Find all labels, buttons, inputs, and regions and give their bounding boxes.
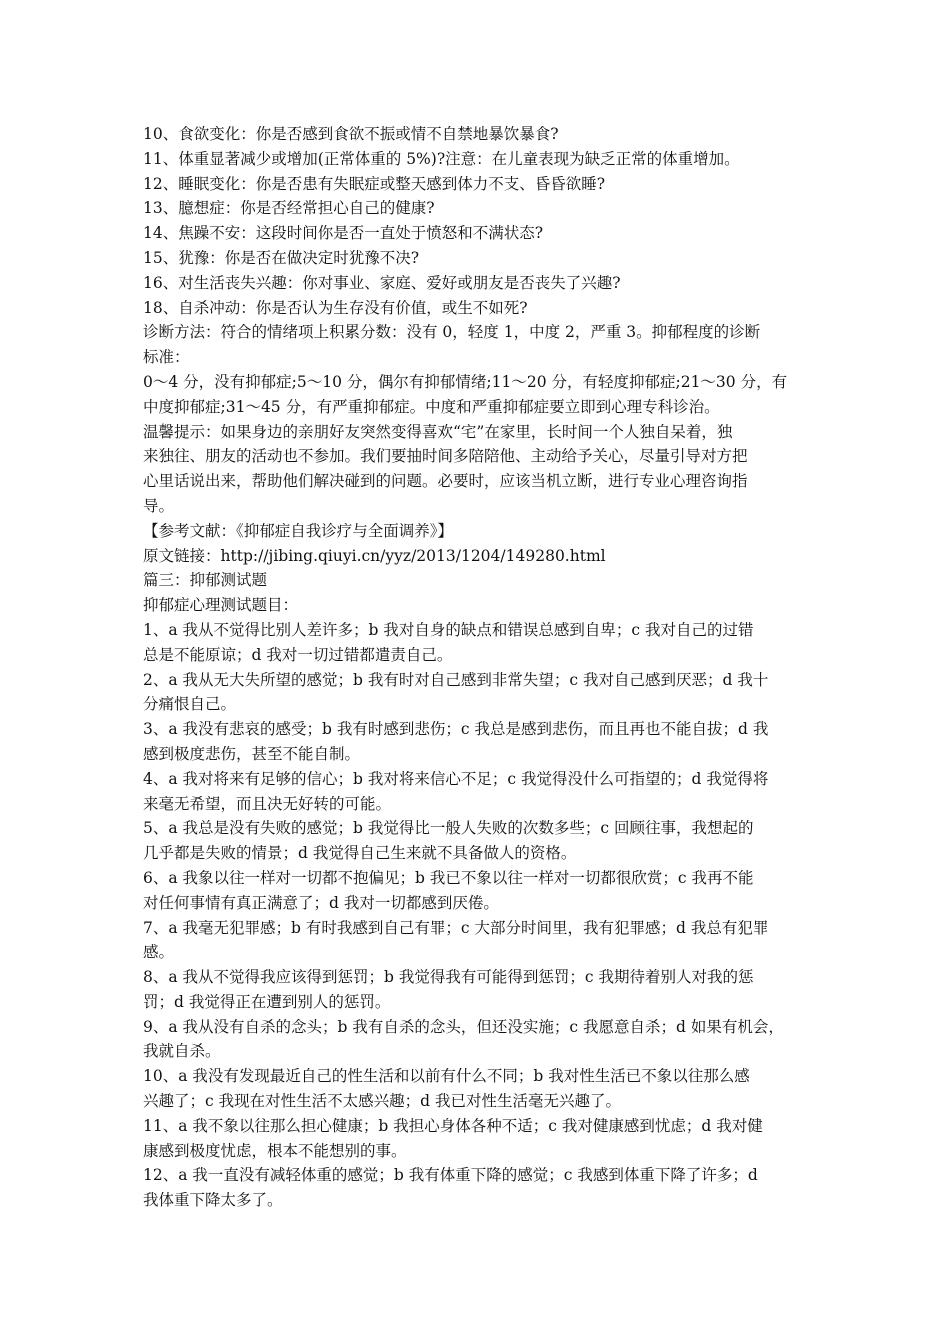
question-line: 康感到极度忧虑，根本不能想别的事。	[143, 1141, 407, 1160]
section-title: 篇三：抑郁测试题	[143, 571, 268, 590]
question-line: 对任何事情有真正满意了；d 我对一切都感到厌倦。	[143, 893, 499, 912]
diagnosis-method	[143, 320, 811, 370]
question-line: 4、a 我对将来有足够的信心；b 我对将来信心不足；c 我觉得没什么可指望的；d 我觉得将	[143, 769, 769, 788]
question-line: 几乎都是失败的情景；d 我觉得自己生来就不具备做人的资格。	[143, 844, 577, 863]
warm-tip	[143, 420, 811, 519]
question-list	[143, 618, 811, 1213]
question-line: 1、a 我从不觉得比别人差许多；b 我对自身的缺点和错误总感到自卑；c 我对自己的过错	[143, 620, 754, 639]
question-item-8	[143, 965, 811, 1015]
symptom-item-13: 13、臆想症：你是否经常担心自己的健康?	[143, 199, 435, 218]
question-item-3	[143, 717, 811, 767]
question-line: 10、a 我没有发现最近自己的性生活和以前有什么不同；b 我对性生活已不象以往那么感	[143, 1067, 750, 1086]
question-line: 罚；d 我觉得正在遭到别人的惩罚。	[143, 992, 391, 1011]
symptom-item-16: 16、对生活丧失兴趣：你对事业、家庭、爱好或朋友是否丧失了兴趣?	[143, 273, 621, 292]
question-item-5	[143, 816, 811, 866]
question-line: 7、a 我毫无犯罪感；b 有时我感到自己有罪；c 大部分时间里，我有犯罪感；d 我总有犯罪	[143, 918, 769, 937]
question-line: 我就自杀。	[143, 1042, 221, 1061]
question-line: 3、a 我没有悲哀的感受；b 我有时感到悲伤；c 我总是感到悲伤，而且再也不能自拔；d 我	[143, 720, 769, 739]
symptom-item-18: 18、自杀冲动：你是否认为生存没有价值，或生不如死?	[143, 298, 528, 317]
question-line: 9、a 我从没有自杀的念头；b 我有自杀的念头，但还没实施；c 我愿意自杀；d 如果有机会，	[143, 1017, 784, 1036]
symptom-item-10: 10、食欲变化：你是否感到食欲不振或情不自禁地暴饮暴食?	[143, 125, 559, 143]
symptom-item-11: 11、体重显著减少或增加(正常体重的 5%)?注意：在儿童表现为缺乏正常的体重增加。	[143, 149, 740, 168]
score-line: 中度抑郁症;31～45 分，有严重抑郁症。中度和严重抑郁症要立即到心理专科诊治。	[143, 397, 720, 416]
reference: 【参考文献：《抑郁症自我诊疗与全面调养》】	[143, 521, 454, 540]
source-link: 原文链接：http://jibing.qiuyi.cn/yyz/2013/1204/149280.html	[143, 546, 606, 565]
question-line: 感到极度悲伤，甚至不能自制。	[143, 744, 361, 763]
question-item-7	[143, 916, 811, 966]
question-line: 总是不能原谅；d 我对一切过错都遣责自己。	[143, 645, 453, 664]
question-line: 兴趣了；c 我现在对性生活不太感兴趣；d 我已对性生活毫无兴趣了。	[143, 1092, 621, 1111]
question-item-10	[143, 1064, 811, 1114]
symptom-item-14: 14、焦躁不安：这段时间你是否一直处于愤怒和不满状态?	[143, 224, 544, 243]
question-item-11	[143, 1114, 811, 1164]
symptom-item-12: 12、睡眠变化：你是否患有失眠症或整天感到体力不支、昏昏欲睡?	[143, 174, 606, 193]
score-ranges	[143, 370, 811, 420]
question-line: 来毫无希望，而且决无好转的可能。	[143, 794, 392, 813]
score-line: 0～4 分，没有抑郁症;5～10 分，偶尔有抑郁情绪;11～20 分，有轻度抑郁症;21～30 分，有	[143, 372, 788, 391]
question-item-9	[143, 1015, 811, 1065]
question-item-2	[143, 668, 811, 718]
question-line: 6、a 我象以往一样对一切都不抱偏见；b 我已不象以往一样对一切都很欣赏；c 我再不能	[143, 868, 754, 887]
question-item-6	[143, 866, 811, 916]
question-item-1	[143, 618, 811, 668]
question-line: 2、a 我从无大失所望的感觉；b 我有时对自己感到非常失望；c 我对自己感到厌恶；d 我十	[143, 670, 769, 689]
question-line: 8、a 我从不觉得我应该得到惩罚；b 我觉得我有可能得到惩罚；c 我期待着别人对我的惩	[143, 968, 754, 987]
question-line: 分痛恨自己。	[143, 695, 237, 714]
test-title: 抑郁症心理测试题目：	[143, 596, 299, 615]
symptom-item-15: 15、犹豫：你是否在做决定时犹豫不决?	[143, 248, 420, 267]
question-line: 我体重下降太多了。	[143, 1191, 283, 1210]
question-line: 5、a 我总是没有失败的感觉；b 我觉得比一般人失败的次数多些；c 回顾往事，我想起的	[143, 819, 754, 838]
tip-line: 来独往、朋友的活动也不参加。我们要抽时间多陪陪他、主动给予关心，尽量引导对方把	[143, 447, 748, 466]
question-line: 感。	[143, 943, 175, 962]
question-line: 12、a 我一直没有减轻体重的感觉；b 我有体重下降的感觉；c 我感到体重下降了许多；d	[143, 1166, 758, 1185]
diagnosis-line: 诊断方法：符合的情绪项上积累分数：没有 0，轻度 1，中度 2，严重 3。抑郁程度的诊断	[143, 323, 761, 342]
tip-line: 温馨提示：如果身边的亲朋好友突然变得喜欢“宅”在家里，长时间一个人独自呆着，独	[143, 422, 733, 441]
question-item-12	[143, 1163, 811, 1213]
diagnosis-line: 标准：	[143, 348, 190, 367]
tip-line: 导。	[143, 496, 175, 515]
question-item-4	[143, 767, 811, 817]
question-line: 11、a 我不象以往那么担心健康；b 我担心身体各种不适；c 我对健康感到忧虑；d 我对健	[143, 1116, 763, 1135]
tip-line: 心里话说出来，帮助他们解决碰到的问题。必要时，应该当机立断，进行专业心理咨询指	[143, 472, 748, 491]
symptom-list	[143, 122, 811, 320]
document-page	[143, 122, 811, 1213]
